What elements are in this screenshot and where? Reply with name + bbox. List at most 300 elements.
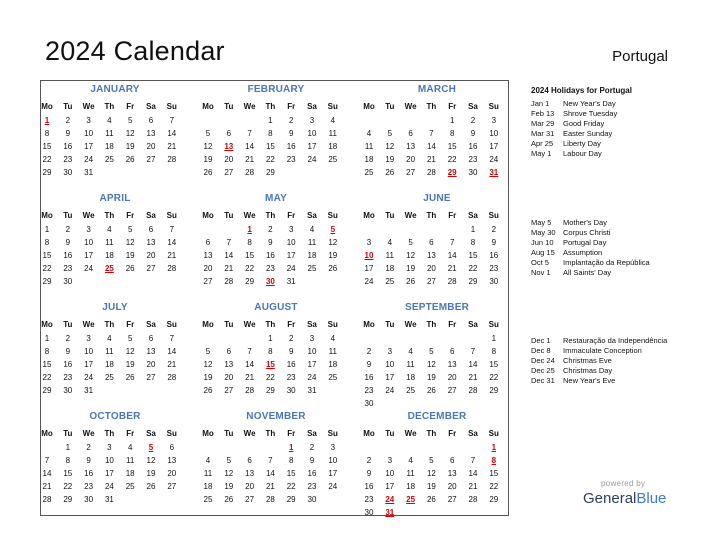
holiday-date: Oct 5 <box>531 258 549 267</box>
calendar-day: 15 <box>42 251 52 260</box>
calendar-day: 16 <box>468 142 478 151</box>
page-title: 2024 Calendar <box>45 36 225 66</box>
holiday-name: Easter Sunday <box>563 129 613 138</box>
calendar-day: 3 <box>86 116 91 125</box>
holiday-date: Dec 1 <box>531 336 551 345</box>
weekday-header: Fr <box>287 320 296 329</box>
calendar-day: 16 <box>84 469 94 478</box>
holiday-date: Feb 13 <box>531 109 555 118</box>
calendar-day: 2 <box>268 225 273 234</box>
calendar-day: 28 <box>265 495 275 504</box>
calendar-day: 22 <box>265 155 275 164</box>
calendar-day: 8 <box>65 456 71 465</box>
calendar-day: 9 <box>470 129 476 138</box>
calendar-day: 11 <box>328 129 337 138</box>
calendar-day: 27 <box>224 386 234 395</box>
calendar-day: 16 <box>489 251 499 260</box>
calendar-day: 29 <box>265 168 275 177</box>
calendar-day: 24 <box>104 482 114 491</box>
calendar-day: 16 <box>265 251 275 260</box>
calendar-day: 31 <box>84 168 94 177</box>
weekday-header: Th <box>265 429 276 438</box>
weekday-header: Mo <box>363 102 375 111</box>
weekday-header: Th <box>426 102 437 111</box>
calendar-day: 18 <box>307 251 317 260</box>
calendar-day: 11 <box>105 129 114 138</box>
calendar-day: 19 <box>146 469 156 478</box>
calendar-day: 4 <box>387 238 393 247</box>
calendar-day: 11 <box>307 238 317 247</box>
calendar-day: 23 <box>286 373 296 382</box>
calendar-day: 17 <box>84 251 94 260</box>
weekday-header: Sa <box>307 429 317 438</box>
calendar-day: 22 <box>447 155 457 164</box>
calendar-day: 17 <box>84 142 94 151</box>
holiday-name: Mother's Day <box>563 218 607 227</box>
calendar-day: 23 <box>307 482 317 491</box>
holiday-date: Mar 29 <box>531 119 555 128</box>
calendar-day: 27 <box>447 386 457 395</box>
calendar-day: 10 <box>84 238 94 247</box>
calendar-day: 13 <box>426 251 436 260</box>
holiday-day: 25 <box>104 264 114 273</box>
holiday-item <box>531 336 667 346</box>
calendar-day: 19 <box>203 373 213 382</box>
calendar-day: 15 <box>286 469 296 478</box>
calendar-day: 5 <box>429 456 434 465</box>
holiday-name: Good Friday <box>563 119 605 128</box>
calendar-day: 14 <box>167 129 177 138</box>
holiday-name: New Year's Day <box>563 99 616 108</box>
calendar-day: 5 <box>408 238 413 247</box>
holiday-date: May 1 <box>531 149 552 158</box>
calendar-day: 10 <box>385 360 395 369</box>
calendar-day: 1 <box>44 334 50 343</box>
calendar-day: 17 <box>286 251 296 260</box>
weekday-header: Fr <box>287 429 296 438</box>
holiday-name: Restauração da Independência <box>563 336 668 345</box>
weekday-header: Fr <box>448 429 457 438</box>
holiday-item <box>531 218 607 228</box>
weekday-header: Su <box>488 102 499 111</box>
calendar-day: 22 <box>63 482 73 491</box>
calendar-day: 19 <box>125 251 135 260</box>
holiday-name: Labour Day <box>563 149 602 158</box>
calendar-day: 2 <box>288 116 294 125</box>
calendar-day: 20 <box>447 482 457 491</box>
weekday-header: Tu <box>385 102 395 111</box>
calendar-day: 21 <box>447 264 457 273</box>
holiday-day: 1 <box>491 443 497 452</box>
weekday-header: Tu <box>224 211 234 220</box>
calendar-day: 5 <box>127 116 133 125</box>
calendar-day: 23 <box>265 264 275 273</box>
calendar-day: 11 <box>105 347 114 356</box>
calendar-day: 12 <box>406 251 416 260</box>
calendar-day: 25 <box>364 168 374 177</box>
calendar-day: 12 <box>125 129 135 138</box>
calendar-day: 14 <box>468 469 478 478</box>
calendar-day: 19 <box>328 251 338 260</box>
month-name: FEBRUARY <box>247 84 305 95</box>
calendar-day: 20 <box>167 469 177 478</box>
calendar-day: 29 <box>265 386 275 395</box>
weekday-header: We <box>404 320 417 329</box>
calendar-day: 15 <box>265 142 275 151</box>
holiday-name: All Saints' Day <box>563 268 612 277</box>
calendar-day: 4 <box>366 129 372 138</box>
calendar-day: 30 <box>468 168 478 177</box>
calendar-day: 6 <box>226 347 232 356</box>
calendar-day: 13 <box>146 238 156 247</box>
calendar-day: 27 <box>447 495 457 504</box>
calendar-day: 26 <box>426 386 436 395</box>
calendar-day: 5 <box>127 334 133 343</box>
weekday-header: Fr <box>448 320 457 329</box>
weekday-header: Fr <box>126 211 135 220</box>
holiday-day: 8 <box>491 456 497 465</box>
holiday-name: Assumption <box>563 248 603 257</box>
calendar-day: 10 <box>104 456 114 465</box>
weekday-header: Tu <box>385 429 395 438</box>
calendar-day: 30 <box>364 399 374 408</box>
calendar-day: 19 <box>125 142 135 151</box>
weekday-header: Th <box>265 211 276 220</box>
calendar-day: 11 <box>364 142 374 151</box>
weekday-header: We <box>82 211 95 220</box>
calendar-day: 10 <box>489 129 499 138</box>
calendar-day: 5 <box>205 347 211 356</box>
weekday-header: Su <box>166 320 177 329</box>
calendar-day: 5 <box>127 225 133 234</box>
calendar-day: 14 <box>167 347 177 356</box>
calendar-day: 16 <box>307 469 317 478</box>
calendar-day: 24 <box>84 155 94 164</box>
weekday-header: Th <box>104 320 115 329</box>
calendar-day: 20 <box>146 251 156 260</box>
holiday-date: Nov 1 <box>531 268 551 277</box>
holiday-name: Christmas Day <box>563 366 613 375</box>
month-november <box>201 411 351 516</box>
calendar-day: 17 <box>489 142 499 151</box>
holiday-date: Mar 31 <box>531 129 555 138</box>
month-name: MARCH <box>417 84 457 95</box>
calendar-day: 26 <box>146 482 156 491</box>
month-name: AUGUST <box>254 302 298 313</box>
calendar-day: 3 <box>387 456 393 465</box>
calendar-day: 21 <box>224 264 234 273</box>
weekday-header: Sa <box>146 102 156 111</box>
holiday-day: 30 <box>265 277 275 286</box>
calendar-day: 25 <box>406 386 416 395</box>
calendar-day: 29 <box>42 168 52 177</box>
calendar-day: 29 <box>42 277 52 286</box>
weekday-header: Tu <box>63 102 73 111</box>
holiday-date: Dec 31 <box>531 376 555 385</box>
holiday-day: 15 <box>265 360 275 369</box>
calendar-day: 17 <box>307 142 317 151</box>
calendar-day: 20 <box>146 360 156 369</box>
weekday-header: Su <box>327 320 338 329</box>
month-name: JUNE <box>423 193 451 204</box>
calendar-day: 7 <box>470 347 476 356</box>
month-name: DECEMBER <box>407 411 467 422</box>
brand-name-general: General <box>583 490 637 507</box>
calendar-day: 5 <box>387 129 393 138</box>
calendar-day: 2 <box>65 225 71 234</box>
calendar-day: 30 <box>84 495 94 504</box>
weekday-header: Su <box>488 211 499 220</box>
calendar-day: 15 <box>245 251 255 260</box>
calendar-day: 9 <box>309 456 315 465</box>
calendar-day: 13 <box>224 360 234 369</box>
holiday-name: Implantação da República <box>563 258 650 267</box>
calendar-day: 10 <box>84 347 94 356</box>
calendar-day: 15 <box>63 469 73 478</box>
holiday-date: Dec 8 <box>531 346 551 355</box>
calendar-day: 27 <box>146 155 156 164</box>
holiday-item <box>531 119 604 129</box>
calendar-day: 23 <box>364 386 374 395</box>
calendar-day: 1 <box>268 334 273 343</box>
calendar-day: 14 <box>224 251 234 260</box>
weekday-header: Sa <box>468 320 478 329</box>
calendar-day: 3 <box>309 334 315 343</box>
weekday-header: Th <box>426 320 437 329</box>
calendar-day: 4 <box>107 334 112 343</box>
calendar-day: 20 <box>146 142 156 151</box>
calendar-day: 14 <box>167 238 177 247</box>
calendar-day: 16 <box>63 251 73 260</box>
calendar-day: 14 <box>265 469 275 478</box>
weekday-header: Fr <box>126 102 135 111</box>
calendar-day: 25 <box>385 277 395 286</box>
weekday-header: Fr <box>448 102 457 111</box>
calendar-day: 18 <box>104 360 114 369</box>
holiday-name: Christmas Eve <box>563 356 612 365</box>
calendar-day: 21 <box>468 373 478 382</box>
calendar-day: 7 <box>169 225 175 234</box>
weekday-header: Fr <box>287 211 296 220</box>
holiday-date: Dec 25 <box>531 366 555 375</box>
calendar-day: 8 <box>44 129 50 138</box>
calendar-day: 30 <box>63 386 73 395</box>
holiday-name: Portugal Day <box>563 238 607 247</box>
calendar-day: 23 <box>364 495 374 504</box>
calendar-day: 9 <box>268 238 273 247</box>
calendar-day: 24 <box>84 373 94 382</box>
weekday-header: Th <box>265 320 276 329</box>
calendar-day: 25 <box>104 155 114 164</box>
calendar-day: 10 <box>307 347 317 356</box>
calendar-day: 19 <box>203 155 213 164</box>
calendar-day: 27 <box>146 373 156 382</box>
calendar-day: 21 <box>245 155 255 164</box>
weekday-header: Th <box>104 429 115 438</box>
brand-name <box>583 490 666 507</box>
calendar-day: 22 <box>42 264 52 273</box>
calendar-day: 22 <box>286 482 296 491</box>
weekday-header: Fr <box>126 320 135 329</box>
calendar-day: 23 <box>63 155 73 164</box>
holiday-name: Immaculate Conception <box>563 346 642 355</box>
calendar-day: 9 <box>65 238 71 247</box>
month-august <box>201 302 351 407</box>
calendar-day: 20 <box>203 264 213 273</box>
calendar-day: 6 <box>205 238 211 247</box>
weekday-header: Mo <box>202 320 214 329</box>
calendar-day: 7 <box>268 456 273 465</box>
calendar-day: 1 <box>65 443 71 452</box>
holiday-name: Shrove Tuesday <box>563 109 618 118</box>
calendar-day: 14 <box>245 360 255 369</box>
calendar-day: 27 <box>426 277 436 286</box>
calendar-day: 17 <box>364 264 374 273</box>
holiday-date: Aug 15 <box>531 248 555 257</box>
calendar-day: 29 <box>42 386 52 395</box>
calendar-day: 6 <box>226 129 232 138</box>
calendar-day: 23 <box>468 155 478 164</box>
weekday-header: Sa <box>468 211 478 220</box>
weekday-header: Tu <box>385 320 395 329</box>
calendar-day: 16 <box>286 360 296 369</box>
calendar-day: 10 <box>84 129 94 138</box>
calendar-day: 8 <box>268 347 273 356</box>
holiday-day: 5 <box>330 225 336 234</box>
calendar-day: 26 <box>328 264 338 273</box>
calendar-day: 11 <box>328 347 337 356</box>
calendar-day: 1 <box>491 334 497 343</box>
calendar-day: 3 <box>491 116 497 125</box>
calendar-day: 14 <box>245 142 255 151</box>
calendar-day: 28 <box>245 168 255 177</box>
calendar-day: 21 <box>167 251 177 260</box>
calendar-day: 9 <box>366 469 372 478</box>
calendar-day: 15 <box>489 469 499 478</box>
calendar-day: 26 <box>385 168 395 177</box>
calendar-day: 23 <box>286 155 296 164</box>
calendar-day: 30 <box>63 277 73 286</box>
calendar-day: 25 <box>328 155 338 164</box>
calendar-day: 9 <box>288 129 294 138</box>
calendar-day: 18 <box>385 264 395 273</box>
calendar-day: 29 <box>63 495 73 504</box>
calendar-day: 14 <box>426 142 436 151</box>
calendar-day: 24 <box>364 277 374 286</box>
calendar-day: 2 <box>470 116 476 125</box>
weekday-header: We <box>82 429 95 438</box>
calendar-day: 31 <box>104 495 114 504</box>
holiday-name: New Year's Eve <box>563 376 616 385</box>
holiday-item <box>531 149 602 159</box>
calendar-day: 20 <box>426 264 436 273</box>
calendar-day: 30 <box>364 508 374 517</box>
calendar-day: 7 <box>226 238 232 247</box>
calendar-day: 23 <box>63 264 73 273</box>
weekday-header: Mo <box>202 211 214 220</box>
calendar-day: 1 <box>268 116 273 125</box>
holiday-item <box>531 258 650 268</box>
calendar-day: 28 <box>42 495 52 504</box>
calendar-day: 2 <box>491 225 497 234</box>
calendar-day: 19 <box>406 264 416 273</box>
calendar-day: 1 <box>44 225 50 234</box>
calendar-day: 2 <box>366 456 372 465</box>
calendar-day: 28 <box>468 386 478 395</box>
calendar-day: 12 <box>426 469 436 478</box>
calendar-day: 25 <box>125 482 135 491</box>
calendar-day: 15 <box>468 251 478 260</box>
calendar-day: 26 <box>125 373 135 382</box>
calendar-day: 15 <box>42 360 52 369</box>
calendar-day: 11 <box>203 469 213 478</box>
weekday-header: Mo <box>41 320 53 329</box>
weekday-header: Su <box>488 429 499 438</box>
calendar-day: 10 <box>385 469 395 478</box>
month-name: APRIL <box>99 193 131 204</box>
calendar-day: 17 <box>84 360 94 369</box>
calendar-day: 26 <box>125 155 135 164</box>
weekday-header: Tu <box>63 429 73 438</box>
month-name: NOVEMBER <box>246 411 306 422</box>
holiday-day: 31 <box>385 508 395 517</box>
holiday-item <box>531 109 617 119</box>
calendar-day: 1 <box>449 116 455 125</box>
calendar-day: 17 <box>307 360 317 369</box>
calendar-day: 2 <box>366 347 372 356</box>
calendar-day: 8 <box>449 129 455 138</box>
calendar-day: 16 <box>286 142 296 151</box>
calendar-day: 25 <box>104 373 114 382</box>
calendar-day: 6 <box>429 238 434 247</box>
calendar-day: 3 <box>387 347 393 356</box>
country-label: Portugal <box>612 48 668 65</box>
holiday-item <box>531 139 601 149</box>
month-name: MAY <box>265 193 287 204</box>
calendar-day: 8 <box>491 347 497 356</box>
calendar-day: 27 <box>406 168 416 177</box>
calendar-day: 9 <box>288 347 294 356</box>
calendar-day: 30 <box>286 386 296 395</box>
weekday-header: We <box>243 429 256 438</box>
calendar-day: 21 <box>245 373 255 382</box>
weekday-header: Tu <box>385 211 395 220</box>
holiday-item <box>531 268 611 278</box>
calendar-day: 30 <box>63 168 73 177</box>
weekday-header: Tu <box>63 320 73 329</box>
calendar-day: 4 <box>127 443 133 452</box>
calendar-day: 22 <box>489 482 499 491</box>
calendar-day: 3 <box>330 443 336 452</box>
weekday-header: Tu <box>224 429 234 438</box>
calendar-day: 4 <box>408 456 413 465</box>
calendar-day: 3 <box>86 225 91 234</box>
weekday-header: Mo <box>363 320 375 329</box>
calendar-day: 15 <box>42 142 52 151</box>
calendar-day: 10 <box>307 129 317 138</box>
calendar-day: 6 <box>408 129 413 138</box>
weekday-header: Th <box>104 211 115 220</box>
calendar-day: 23 <box>63 373 73 382</box>
weekday-header: Th <box>426 429 437 438</box>
weekday-header: We <box>82 320 95 329</box>
calendar-day: 31 <box>286 277 296 286</box>
calendar-day: 4 <box>205 456 211 465</box>
holiday-day: 25 <box>406 495 416 504</box>
holiday-day: 24 <box>385 495 395 504</box>
weekday-header: Mo <box>41 102 53 111</box>
month-april <box>40 193 190 298</box>
